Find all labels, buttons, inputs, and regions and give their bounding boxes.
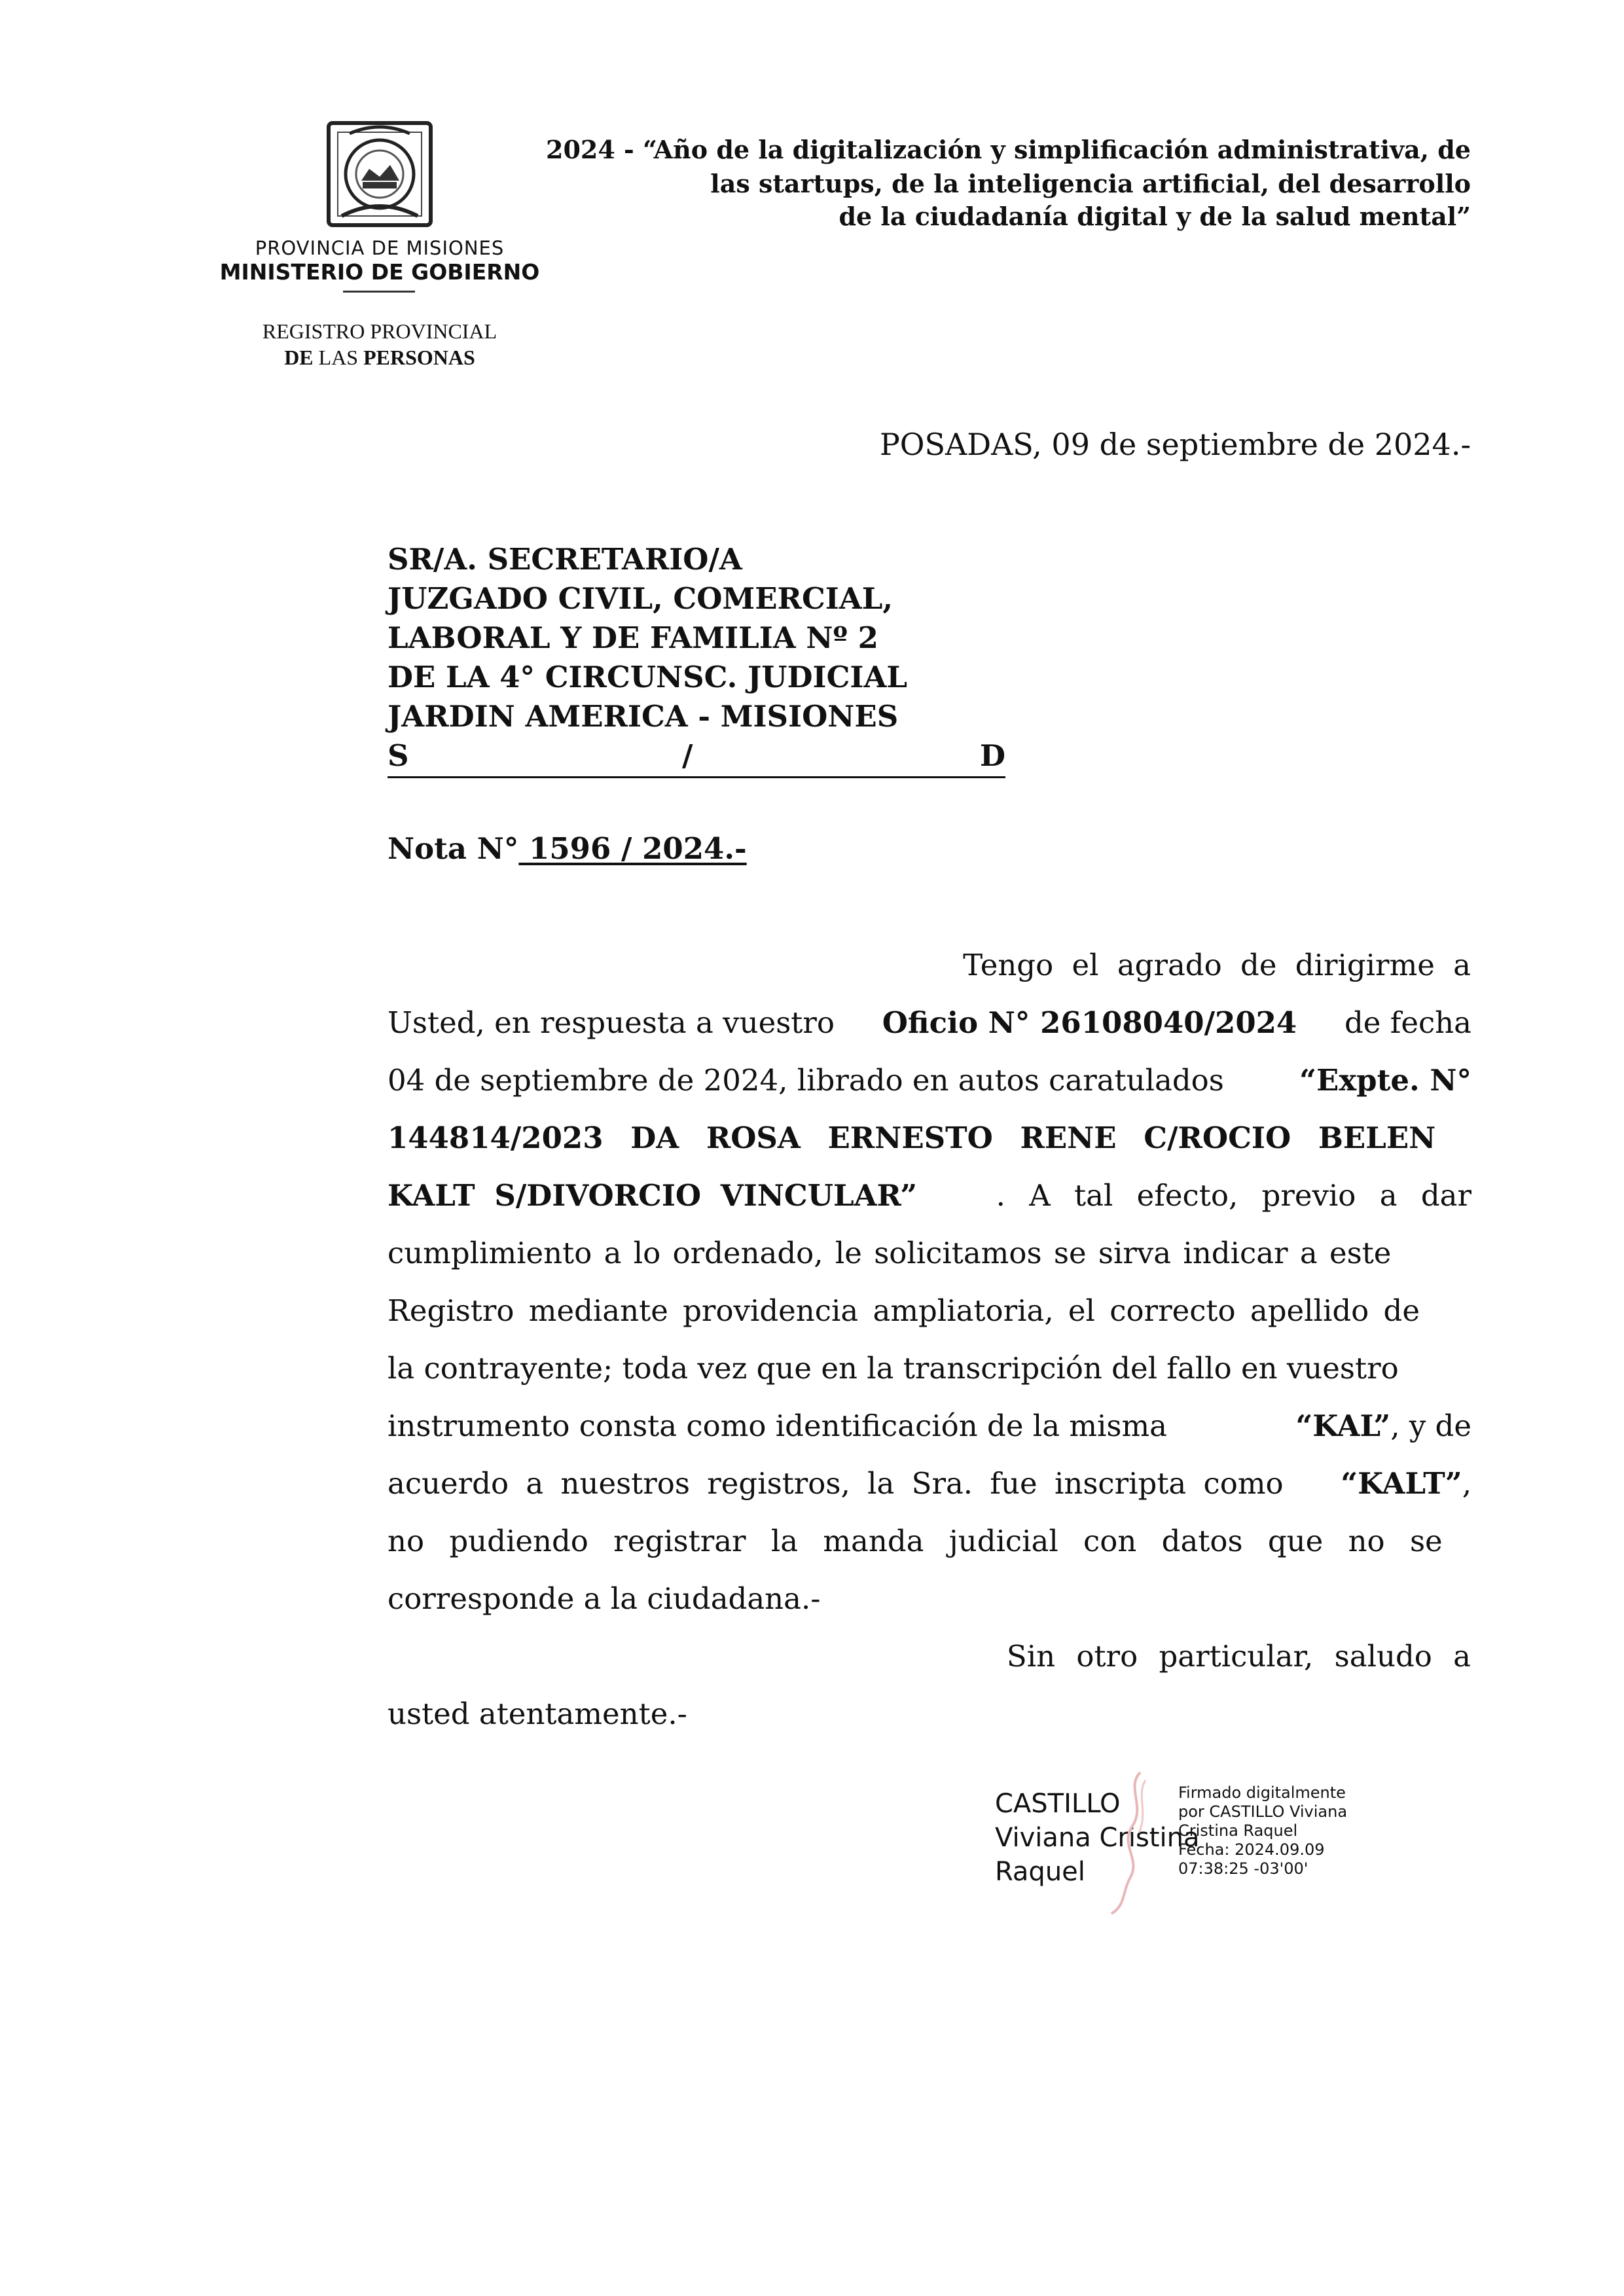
- body-line10: [388, 1466, 1471, 1501]
- motto-line1: 2024 - “Año de la digitalización y simplificación administrativa, de: [546, 135, 1471, 164]
- registry-personas: PERSONAS: [363, 346, 475, 369]
- body-kal: “KAL”: [1295, 1408, 1391, 1443]
- addressee-sd-line: [388, 738, 1005, 778]
- body-line9-c: , y de: [1390, 1408, 1471, 1443]
- body-line4: [388, 1121, 1471, 1155]
- addressee-line5: JARDIN AMERICA - MISIONES: [388, 699, 899, 734]
- addressee-line4: DE LA 4° CIRCUNSC. JUDICIAL: [388, 660, 908, 694]
- body-line6: [388, 1236, 1471, 1270]
- note-value: 1596 / 2024.-: [518, 831, 747, 866]
- body-line12-text: corresponde a la ciudadana.-: [388, 1581, 821, 1616]
- addressee-line3: LABORAL Y DE FAMILIA Nº 2: [388, 620, 878, 655]
- signer-name-line1: CASTILLO: [995, 1789, 1121, 1819]
- body-line3: [388, 1063, 1471, 1098]
- note-label: Nota N°: [388, 831, 519, 866]
- body-line2-a: Usted, en respuesta a vuestro: [388, 1005, 835, 1040]
- registry-name-line2: [249, 346, 511, 370]
- body-line11: [388, 1524, 1471, 1558]
- body-line12: [388, 1581, 1471, 1616]
- sig-info-line5: 07:38:25 -03'00': [1178, 1859, 1308, 1878]
- body-line5: [388, 1178, 1471, 1213]
- ministry-name: MINISTERIO DE GOBIERNO: [219, 259, 540, 285]
- body-line5-b: . A tal efecto, previo a dar: [996, 1178, 1471, 1213]
- body-line9-a: instrumento consta como identificación de la misma: [388, 1408, 1167, 1443]
- ministry-underline: [343, 291, 415, 293]
- addressee-line2: JUZGADO CIVIL, COMERCIAL,: [388, 581, 893, 616]
- body-opening: [963, 948, 1471, 982]
- body-case-title: 144814/2023 DA ROSA ERNESTO RENE C/ROCIO BELEN: [388, 1121, 1436, 1155]
- body-line3-a: 04 de septiembre de 2024, librado en autos caratulados: [388, 1063, 1224, 1098]
- province-name: PROVINCIA DE MISIONES: [255, 237, 505, 259]
- sig-info-line2: por CASTILLO Viviana: [1178, 1803, 1348, 1821]
- body-closing2: [388, 1696, 1471, 1731]
- body-line2: [388, 1005, 1471, 1040]
- addressee-line1: SR/A. SECRETARIO/A: [388, 542, 742, 577]
- body-kalt: “KALT”: [1341, 1466, 1462, 1501]
- sig-info-line3: Cristina Raquel: [1178, 1821, 1298, 1840]
- sig-info-line4: Fecha: 2024.09.09: [1178, 1840, 1325, 1859]
- addressee-s: S: [388, 738, 409, 773]
- registry-name-line1: REGISTRO PROVINCIAL: [262, 319, 497, 343]
- body-expte: “Expte. N°: [1299, 1063, 1471, 1098]
- body-line6-text: cumplimiento a lo ordenado, le solicitamos se sirva indicar a este: [388, 1236, 1392, 1270]
- body-line7-text: Registro mediante providencia ampliatoria, el correcto apellido de: [388, 1293, 1420, 1328]
- signer-name-line3: Raquel: [995, 1857, 1085, 1887]
- motto-line3: de la ciudadanía digital y de la salud mental”: [839, 202, 1471, 231]
- body-line11-text: no pudiendo registrar la manda judicial con datos que no se: [388, 1524, 1443, 1558]
- signer-name-line2: Viviana Cristina: [995, 1823, 1200, 1853]
- sig-info-line1: Firmado digitalmente: [1178, 1784, 1346, 1802]
- body-closing1: [1007, 1639, 1471, 1674]
- signer-name: [995, 1787, 1199, 1889]
- note-number: [388, 831, 747, 866]
- handwritten-signature-mark: [1100, 1767, 1159, 1918]
- body-line10-a: acuerdo a nuestros registros, la Sra. fue inscripta como: [388, 1466, 1284, 1501]
- body-closing2-text: usted atentamente.-: [388, 1696, 687, 1731]
- digital-signature-info: [1178, 1784, 1347, 1878]
- addressee-d: D: [979, 738, 1005, 773]
- body-case-title-end: KALT S/DIVORCIO VINCULAR”: [388, 1178, 918, 1213]
- body-opening-text: Tengo el agrado de dirigirme a: [963, 948, 1471, 982]
- registry-de: DE: [284, 346, 314, 369]
- body-closing1-text: Sin otro particular, saludo a: [1006, 1639, 1471, 1674]
- body-line9: [388, 1408, 1471, 1443]
- motto-line2: las startups, de la inteligencia artificial, del desarrollo: [710, 169, 1471, 198]
- body-oficio: Oficio N° 26108040/2024: [882, 1005, 1297, 1040]
- body-line7: [388, 1293, 1471, 1328]
- body-line8-text: la contrayente; toda vez que en la transcripción del fallo en vuestro: [388, 1351, 1399, 1386]
- body-line10-c: ,: [1462, 1466, 1471, 1501]
- registry-las: LAS: [313, 346, 364, 369]
- addressee-slash: /: [682, 738, 693, 773]
- province-seal-logo: [323, 118, 436, 230]
- body-line2-c: de fecha: [1344, 1005, 1471, 1040]
- date-line: POSADAS, 09 de septiembre de 2024.-: [879, 427, 1471, 462]
- body-line8: [388, 1351, 1471, 1386]
